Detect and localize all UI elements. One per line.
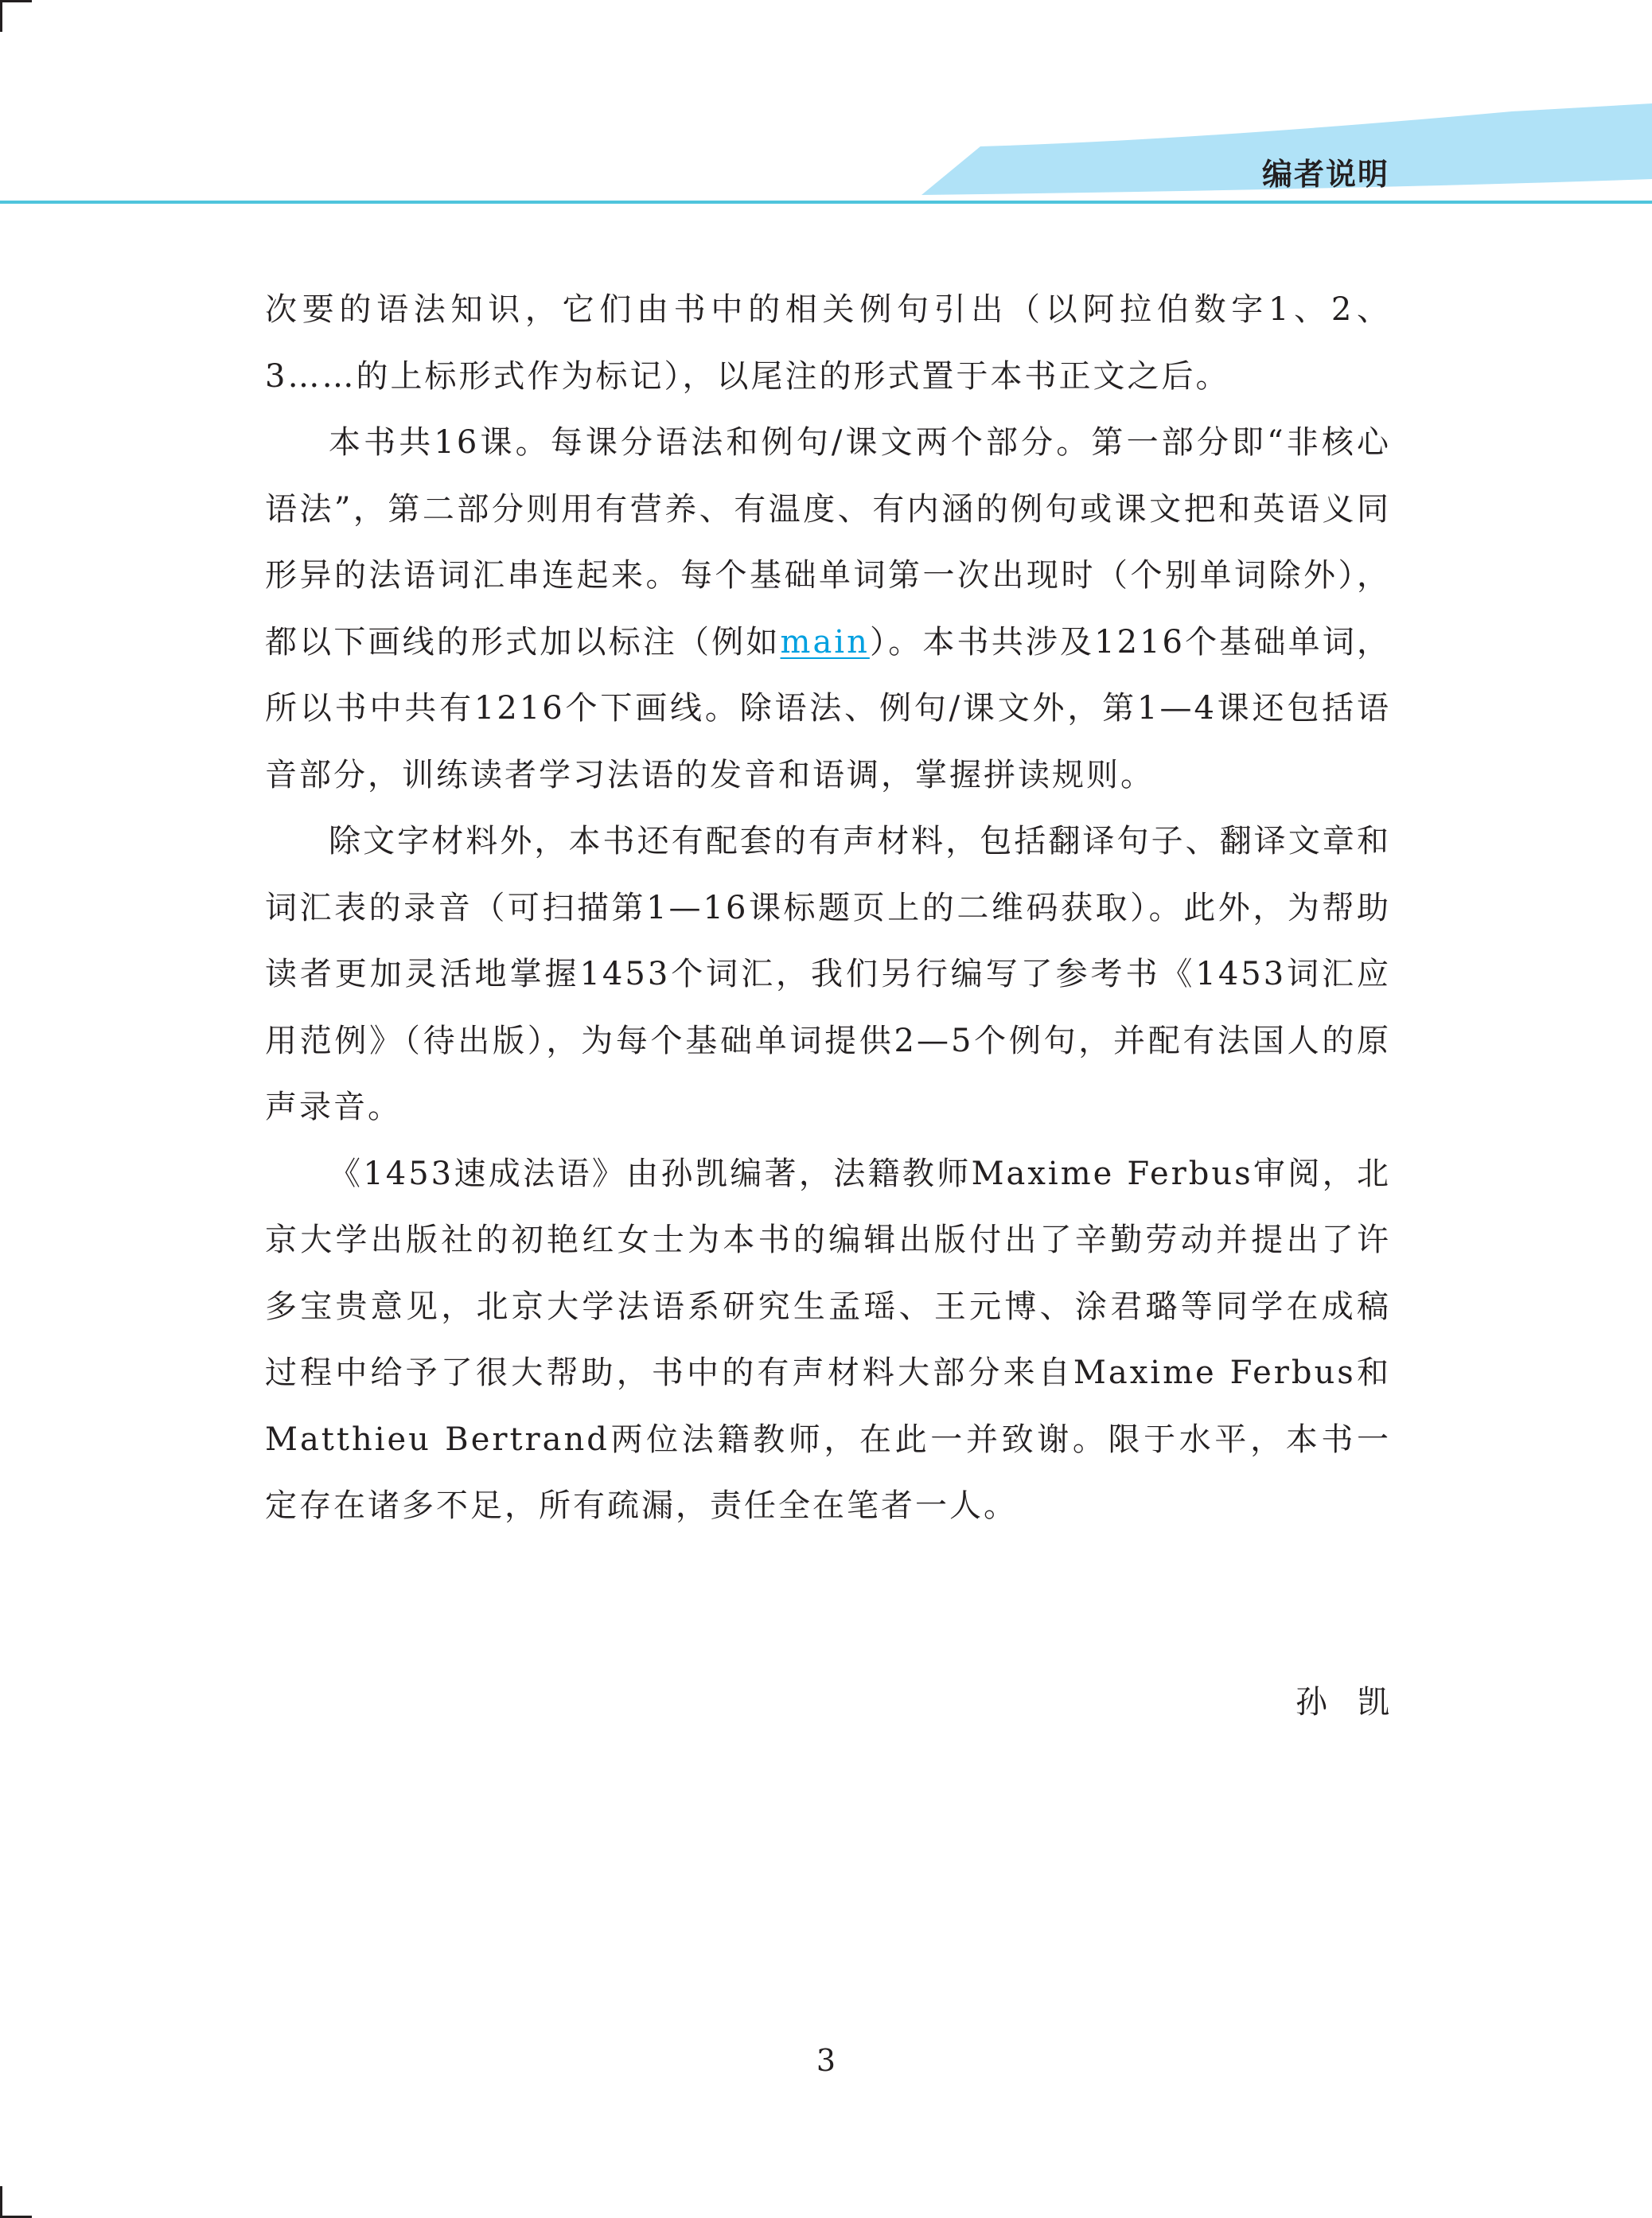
paragraph-3-text: 除文字材料外，本书还有配套的有声材料，包括翻译句子、翻译文章和词汇表的录音（可扫描第1—16课标题页上的二维码获取）。此外，为帮助读者更加灵活地掌握1453个词汇，我们另行编写了参考书《1453词汇应用范例》（待出版），为每个基础单词提供2—5个例句，并配有法国人的原声录音。 [265,823,1391,1125]
header-rule [0,201,1652,204]
paragraph-2 [265,410,1391,809]
paragraph-1 [265,277,1391,410]
page-number: 3 [816,2043,836,2078]
paragraph-2-text-a: 本书共16课。每课分语法和例句/课文两个部分。第一部分即“非核心语法”，第二部分则用有营养、有温度、有内涵的例句或课文把和英语义同形异的法语词汇串连起来。每个基础单词第一次出现时（个别单词除外），都以下画线的形式加以标注（例如 [265,424,1391,661]
paragraph-4-text: 《1453速成法语》由孙凯编著，法籍教师Maxime Ferbus审阅，北京大学出版社的初艳红女士为本书的编辑出版付出了辛勤劳动并提出了许多宝贵意见，北京大学法语系研究生孟瑶、王元博、涂君璐等同学在成稿过程中给予了很大帮助，书中的有声材料大部分来自Maxime Ferbus和Matthieu Bertrand两位法籍教师，在此一并致谢。限于水平，本书一定存在诸多不足，所有疏漏，责任全在笔者一人。 [265,1155,1391,1524]
crop-mark-bottom-left-v [0,2186,2,2218]
body-text [265,277,1391,1540]
example-word-link[interactable]: main [780,623,870,661]
header-band [0,0,1652,215]
author-signature: 孙凯 [1295,1684,1420,1721]
paragraph-2-text-b: ）。本书共涉及1216个基础单词，所以书中共有1216个下画线。除语法、例句/课文外，第1—4课还包括语音部分，训练读者学习法语的发音和语调，掌握拼读规则。 [265,623,1392,793]
paragraph-1-text: 次要的语法知识，它们由书中的相关例句引出（以阿拉伯数字1、2、3……的上标形式作为标记），以尾注的形式置于本书正文之后。 [265,291,1391,395]
paragraph-4 [265,1141,1391,1540]
section-title: 编者说明 [1261,157,1389,192]
paragraph-3 [265,809,1391,1141]
